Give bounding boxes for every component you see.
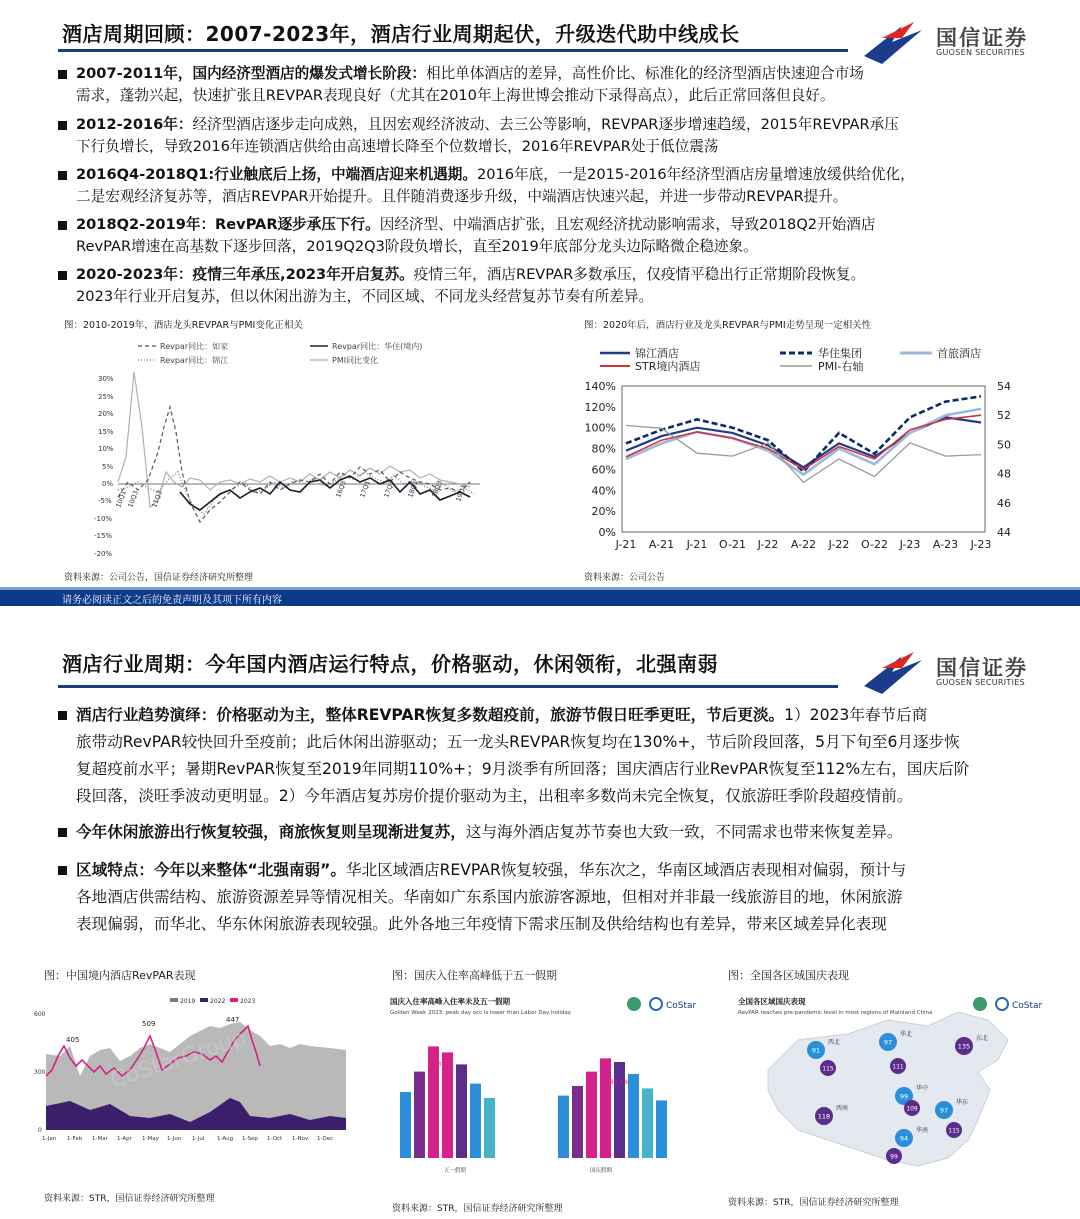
svg-text:5%: 5% [102, 463, 114, 471]
bullet-text: 这与海外酒店复苏节奏也大致一致，不同需求也带来恢复差异。 [465, 823, 903, 841]
y-tick-label: 120% [584, 400, 616, 414]
slide-1 [0, 0, 1080, 606]
y2-tick-label: 52 [997, 409, 1011, 423]
bar [614, 1062, 625, 1158]
logo-en: GUOSEN SECURITIES [936, 678, 1025, 687]
region-value: 91 [811, 1046, 821, 1055]
bullet-square-icon [58, 711, 67, 720]
svg-text:2023: 2023 [240, 998, 256, 1005]
figure-source: 资料来源：公司公告，国信证券经济研究所整理 [64, 573, 254, 583]
logo-zh: 国信证券 [936, 26, 1028, 50]
region-name: 华北 [900, 1031, 913, 1038]
svg-text:2019: 2019 [180, 998, 196, 1005]
bullet-head: 区域特点：今年以来整体“北强南弱”。 [76, 861, 346, 879]
figure-caption: 图：全国各区域国庆表现 [728, 969, 849, 982]
svg-text:300: 300 [34, 1069, 46, 1076]
svg-text:15%: 15% [98, 428, 114, 436]
occupancy-holiday-chart [384, 990, 710, 1188]
page-title: 酒店行业周期：今年国内酒店运行特点，价格驱动，休闲领衔，北强南弱 [62, 652, 718, 676]
bar [600, 1058, 611, 1158]
figure-caption: 图：2010-2019年，酒店龙头REVPAR与PMI变化正相关 [64, 320, 303, 331]
region-value: 109 [906, 1105, 918, 1113]
bullet-item [58, 164, 1058, 208]
bullet-text: 经济型酒店逐步走向成熟，且因宏观经济波动、去三公等影响，REVPAR逐步增速趋缓，2015年REVPAR承压 [192, 116, 899, 133]
figure-source: 资料来源：公司公告 [584, 573, 666, 583]
legend-label: Revpar同比：华住(境内) [332, 342, 423, 351]
legend-label: Revpar同比：如家 [160, 342, 229, 351]
svg-text:25%: 25% [98, 393, 114, 401]
bar [642, 1088, 653, 1158]
region-value: 99 [899, 1092, 909, 1101]
svg-text:CoStar: CoStar [666, 1001, 697, 1011]
svg-text:RevPAR reaches pre-pandemic le: RevPAR reaches pre-pandemic level in most regions of Mainland China [738, 1010, 933, 1016]
logo-zh: 国信证券 [936, 656, 1028, 680]
bullet-text: 二是宏观经济复苏等，酒店REVPAR开始提升。且伴随消费逐步升级，中端酒店快速兴起，并进一步带动REVPAR提升。 [76, 188, 848, 205]
month-label: 1-Feb [67, 1136, 83, 1142]
bullet-text: 下行负增长，导致2016年连锁酒店供给由高速增长降至个位数增长，2016年REVPAR处于低位震荡 [76, 138, 719, 155]
region-value: 97 [939, 1106, 949, 1115]
y2-tick-label: 44 [997, 526, 1011, 539]
bar [558, 1096, 569, 1158]
x-tick-label: J-23 [970, 538, 992, 551]
legend-label: Revpar同比：锦江 [160, 356, 229, 365]
svg-text:-20%: -20% [94, 550, 113, 558]
y-tick-label: 140% [584, 380, 616, 393]
month-label: 1-Nov [292, 1136, 309, 1142]
bar [400, 1092, 411, 1158]
region-name: 东北 [976, 1035, 989, 1042]
y2-tick-label: 54 [997, 380, 1011, 393]
disclaimer-text: 请务必阅读正文之后的免责声明及其项下所有内容 [62, 595, 282, 606]
svg-text:405: 405 [66, 1036, 80, 1044]
logo-mark-icon [862, 650, 932, 696]
region-name: 西北 [828, 1039, 841, 1046]
x-tick-label: O-22 [861, 538, 888, 551]
bullet-text: 华北区域酒店REVPAR恢复较强，华东次之，华南区域酒店表现相对偏弱，预计与 [346, 861, 907, 879]
bullet-square-icon [58, 121, 67, 130]
page-title: 酒店周期回顾：2007-2023年，酒店行业周期起伏，升级迭代助中线成长 [62, 22, 740, 46]
svg-text:国庆入住率高峰入住率未及五一假期: 国庆入住率高峰入住率未及五一假期 [390, 997, 510, 1006]
bullet-head: 2018Q2-2019年：RevPAR逐步承压下行。 [76, 216, 380, 233]
svg-text:16Q3: 16Q3 [334, 479, 348, 499]
figure-source: 资料来源：STR，国信证券经济研究所整理 [728, 1198, 899, 1208]
x-tick-label: J-22 [757, 538, 779, 551]
month-label: 1-Mar [92, 1136, 108, 1142]
bullet-square-icon [58, 171, 67, 180]
region-value: 118 [817, 1112, 831, 1121]
bullet-item [58, 702, 1058, 812]
region-value: 111 [892, 1063, 904, 1071]
bullet-item [58, 114, 1058, 158]
bullet-text: 各地酒店供需结构、旅游资源差异等情况相关。华南如广东系国内旅游客源地，但相对并非最一线旅游目的地，休闲旅游 [76, 888, 903, 906]
bullet-square-icon [58, 866, 67, 875]
logo-en: GUOSEN SECURITIES [936, 48, 1025, 57]
legend-label: PMI-右轴 [818, 360, 864, 373]
bar [484, 1098, 495, 1158]
month-label: 1-Aug [217, 1136, 234, 1142]
bullet-text: 相比单体酒店的差异，高性价比、标准化的经济型酒店快速迎合市场 [425, 65, 864, 82]
y2-tick-label: 48 [997, 467, 1011, 481]
x-tick-label: A-21 [648, 538, 675, 551]
svg-text:509: 509 [142, 1020, 156, 1028]
svg-text:五一假期: 五一假期 [444, 1168, 467, 1174]
svg-text:30%: 30% [98, 375, 114, 383]
series-line [626, 396, 981, 471]
bullet-text: 需求，蓬勃兴起，快速扩张且REVPAR表现良好（尤其在2010年上海世博会推动下录得高点），此后正常回落但良好。 [76, 87, 835, 104]
bullet-text: 段回落，淡旺季波动更明显。2）今年酒店复苏房价提价驱动为主，出租率多数尚未完全恢复，仅旅游旺季阶段超疫情前。 [76, 787, 913, 805]
china-revpar-chart [30, 986, 350, 1176]
svg-text:0%: 0% [102, 480, 114, 488]
disclaimer-bar [0, 590, 1080, 606]
y-tick-label: 0% [598, 526, 616, 539]
figure-caption: 图：中国境内酒店RevPAR表现 [44, 969, 196, 982]
month-label: 1-Apr [117, 1136, 132, 1142]
svg-text:447: 447 [226, 1016, 240, 1024]
region-name: 华中 [916, 1085, 929, 1092]
company-logo [862, 20, 1032, 66]
y-tick-label: 20% [591, 505, 616, 519]
region-value: 135 [957, 1042, 971, 1051]
bar [456, 1064, 467, 1158]
bar [442, 1052, 453, 1158]
bullet-item [58, 214, 1058, 258]
svg-text:11Q3: 11Q3 [150, 489, 164, 509]
bar [656, 1100, 667, 1158]
series-line [626, 409, 981, 475]
bullet-head: 2012-2016年： [76, 116, 193, 133]
bar [414, 1072, 425, 1158]
y-tick-label: 100% [584, 421, 616, 435]
bullet-head: 2016Q4-2018Q1:行业触底后上扬，中端酒店迎来机遇期。 [76, 166, 477, 183]
month-label: 1-Sep [242, 1136, 258, 1142]
month-label: 1-Jun [167, 1136, 182, 1142]
x-tick-label: J-21 [615, 538, 637, 551]
svg-text:17Q1: 17Q1 [358, 479, 372, 499]
svg-text:全国各区域国庆表现: 全国各区域国庆表现 [738, 997, 806, 1006]
region-name: 西南 [836, 1105, 849, 1112]
bullet-text: 2016年底，一是2015-2016年经济型酒店房量增速放缓供给优化， [476, 166, 915, 183]
svg-text:17Q3: 17Q3 [382, 479, 396, 499]
bullet-text: 旅带动RevPAR较快回升至疫前；此后休闲出游驱动；五一龙头REVPAR恢复均在130%+，节后阶段回落，5月下旬至6月逐步恢 [76, 733, 960, 751]
figure-caption: 图：2020年后，酒店行业及龙头REVPAR与PMI走势呈现一定相关性 [584, 320, 872, 331]
svg-text:国庆假期: 国庆假期 [590, 1168, 613, 1174]
svg-text:10Q3: 10Q3 [126, 489, 140, 509]
svg-text:10%: 10% [98, 445, 114, 453]
bullet-head: 2007-2011年，国内经济型酒店的爆发式增长阶段： [76, 65, 426, 82]
svg-text:0: 0 [38, 1127, 42, 1134]
x-tick-label: J-22 [828, 538, 850, 551]
bullet-square-icon [58, 221, 67, 230]
y2-tick-label: 50 [997, 438, 1011, 452]
figure-caption: 图：国庆入住率高峰低于五一假期 [392, 969, 557, 982]
bullet-head: 今年休闲旅游出行恢复较强，商旅恢复则呈现渐进复苏， [76, 823, 466, 841]
svg-text:CoStar: CoStar [1012, 1001, 1043, 1011]
bullet-item [58, 63, 1058, 107]
y-tick-label: 60% [591, 463, 616, 477]
bar [586, 1072, 597, 1158]
bullet-text: 1）2023年春节后商 [784, 706, 928, 724]
region-value: 99 [890, 1153, 898, 1161]
svg-text:600: 600 [34, 1011, 46, 1018]
svg-text:-10%: -10% [94, 515, 113, 523]
month-label: 1-Oct [267, 1136, 283, 1142]
revpar-pmi-chart-2020-2023 [580, 338, 1040, 558]
bullet-square-icon [58, 271, 67, 280]
bullet-head: 2020-2023年：疫情三年承压,2023年开启复苏。 [76, 266, 414, 283]
x-tick-label: A-23 [932, 538, 959, 551]
bullet-item [58, 264, 1058, 308]
regional-revpar-map [728, 990, 1056, 1188]
region-value: 115 [822, 1065, 834, 1073]
svg-text:93.3%: 93.3% [428, 1061, 448, 1068]
bar [628, 1074, 639, 1158]
region-value: 115 [948, 1127, 960, 1135]
month-label: 1-Jan [42, 1136, 57, 1142]
bullet-text: 2023年行业开启复苏，但以休闲出游为主，不同区域、不同龙头经营复苏节奏有所差异。 [76, 288, 654, 305]
x-tick-label: J-21 [686, 538, 708, 551]
figure-source: 资料来源：STR，国信证券经济研究所整理 [392, 1204, 563, 1214]
month-label: 1-Jul [192, 1136, 205, 1142]
bullet-square-icon [58, 828, 67, 837]
bullet-text: 复超疫前水平；暑期RevPAR恢复至2019年同期110%+；9月淡季有所回落；国庆酒店行业RevPAR恢复至112%左右，国庆后阶 [76, 760, 970, 778]
x-tick-label: J-23 [899, 538, 921, 551]
legend-label: 锦江酒店 [635, 347, 679, 360]
bullet-text: 因经济型、中端酒店扩张，且宏观经济扰动影响需求，导致2018Q2开始酒店 [379, 216, 876, 233]
figure-source: 资料来源：STR，国信证券经济研究所整理 [44, 1194, 215, 1204]
svg-text:2022: 2022 [210, 998, 226, 1005]
month-label: 1-May [142, 1136, 159, 1142]
svg-text:83.1%: 83.1% [610, 1079, 630, 1086]
svg-text:10Q1: 10Q1 [114, 489, 128, 509]
bullet-item [58, 857, 1058, 939]
bar [470, 1084, 481, 1158]
region-value: 94 [899, 1134, 909, 1143]
svg-text:18Q3: 18Q3 [430, 479, 444, 499]
y-tick-label: 40% [591, 484, 616, 498]
svg-text:CoStarGroup: CoStarGroup [107, 1026, 250, 1094]
bar [572, 1086, 583, 1158]
legend-label: STR境内酒店 [635, 360, 701, 373]
bullet-square-icon [58, 70, 67, 79]
x-tick-label: A-22 [790, 538, 817, 551]
month-label: 1-Dec [317, 1136, 334, 1142]
slide-separator [0, 606, 1080, 628]
bullet-item [58, 819, 1058, 847]
legend-label: 首旅酒店 [937, 347, 981, 360]
svg-text:-5%: -5% [98, 497, 112, 505]
legend-label: 华住集团 [818, 347, 862, 360]
bullet-text: RevPAR增速在高基数下逐步回落，2019Q2Q3阶段负增长，直至2019年底部分龙头边际略微企稳迹象。 [76, 238, 758, 255]
slide-2 [0, 628, 1080, 1219]
svg-text:-15%: -15% [94, 532, 113, 540]
bullet-text: 表现偏弱，而华北、华东休闲旅游表现较强。此外各地三年疫情下需求压制及供给结构也有差异，带来区域差异化表现 [76, 915, 887, 933]
svg-text:19Q1: 19Q1 [454, 483, 468, 503]
region-name: 华东 [956, 1099, 969, 1106]
y2-tick-label: 46 [997, 496, 1011, 510]
svg-text:20%: 20% [98, 410, 114, 418]
svg-text:18Q1: 18Q1 [406, 479, 420, 499]
logo-mark-icon [862, 20, 932, 66]
title-underline [58, 685, 838, 688]
bullet-head: 酒店行业趋势演绎：价格驱动为主，整体REVPAR恢复多数超疫前，旅游节假日旺季更旺，节后更淡。 [76, 706, 785, 724]
company-logo [862, 650, 1032, 696]
svg-text:Golden Week 2023: peak day occ: Golden Week 2023: peak day occ is lower than Labor Day holiday [390, 1010, 571, 1016]
region-name: 华南 [916, 1127, 929, 1134]
revpar-pmi-chart-2010-2019 [60, 332, 500, 564]
y-tick-label: 80% [591, 442, 616, 456]
bullet-text: 疫情三年，酒店REVPAR多数承压，仅疫情平稳出行正常期阶段恢复。 [413, 266, 866, 283]
x-tick-label: O-21 [719, 538, 746, 551]
region-value: 97 [883, 1038, 893, 1047]
title-underline [58, 49, 848, 52]
legend-label: PMI同比变化 [332, 356, 379, 365]
